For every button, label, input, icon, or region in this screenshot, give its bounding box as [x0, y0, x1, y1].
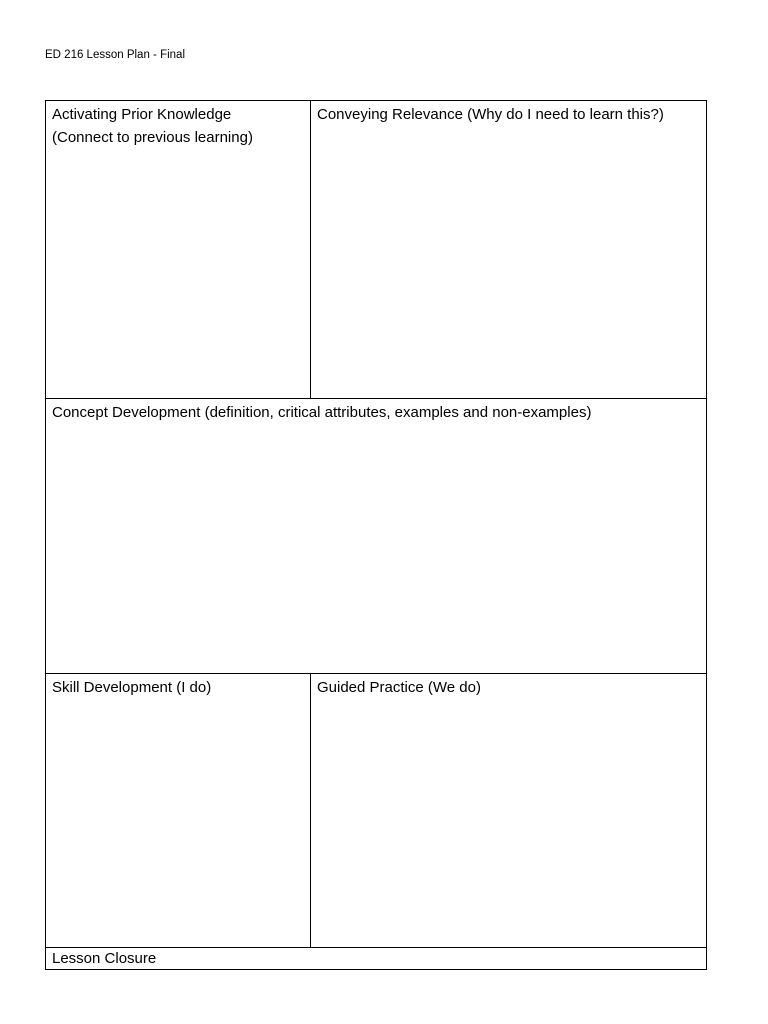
- table-row: [46, 673, 707, 947]
- page-header: ED 216 Lesson Plan - Final: [45, 49, 185, 61]
- skill-development-heading: Skill Development (I do): [52, 678, 212, 696]
- lesson-closure-cell[interactable]: [46, 947, 707, 969]
- table-row: [46, 947, 707, 969]
- guided-practice-cell[interactable]: [311, 673, 707, 947]
- guided-practice-heading: Guided Practice (We do): [317, 678, 481, 696]
- concept-development-cell[interactable]: [46, 399, 707, 673]
- conveying-relevance-heading: Conveying Relevance (Why do I need to learn this?): [317, 106, 664, 123]
- table-row: [46, 101, 707, 399]
- concept-development-heading: Concept Development (definition, critical attributes, examples and non-examples): [52, 404, 592, 422]
- activating-prior-knowledge-subheading: (Connect to previous learning): [52, 129, 253, 146]
- activating-prior-knowledge-cell[interactable]: [46, 101, 311, 399]
- lesson-plan-table: [45, 100, 707, 970]
- conveying-relevance-cell[interactable]: [311, 101, 707, 399]
- table-row: [46, 399, 707, 673]
- activating-prior-knowledge-heading: Activating Prior Knowledge: [52, 106, 232, 123]
- lesson-closure-heading: Lesson Closure: [52, 949, 157, 967]
- skill-development-cell[interactable]: [46, 673, 311, 947]
